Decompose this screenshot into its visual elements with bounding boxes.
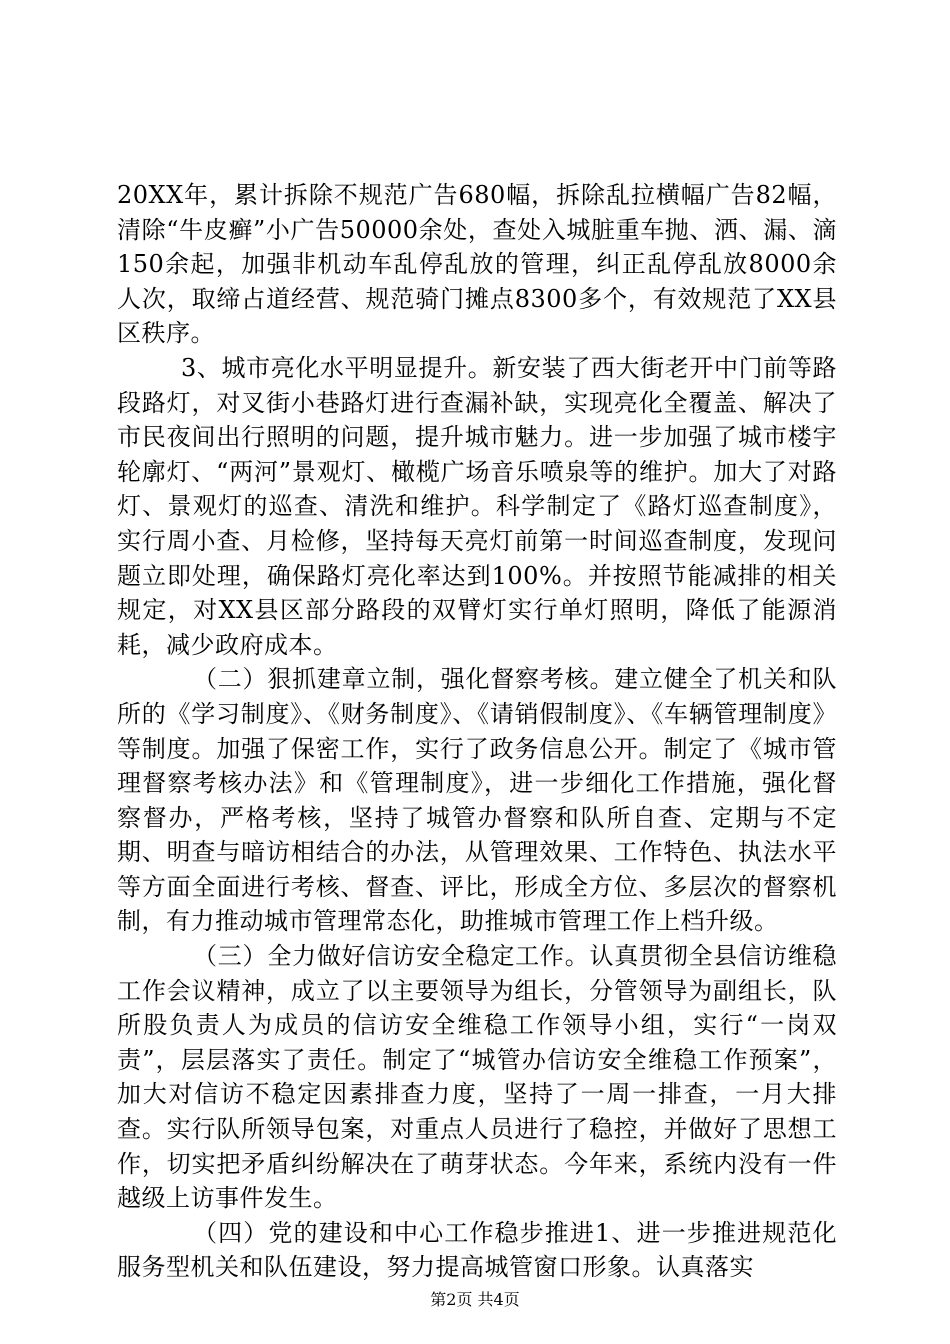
page-footer: 第2页 共4页: [430, 1290, 520, 1309]
paragraph-party-building: （四）党的建设和中心工作稳步推进1、进一步推进规范化服务型机关和队伍建设，努力提高城管窗口形象。认真落实: [117, 1218, 837, 1282]
paragraph-continuation: 20XX年，累计拆除不规范广告680幅，拆除乱拉横幅广告82幅，清除“牛皮癣”小广告50000余处，查处入城脏重车抛、洒、漏、滴150余起，加强非机动车乱停乱放的管理，纠正乱停乱放8000余人次，取缔占道经营、规范骑门摊点8300多个，有效规范了XX县区秩序。: [117, 181, 837, 348]
paragraph-regulations: （二）狠抓建章立制，强化督察考核。建立健全了机关和队所的《学习制度》、《财务制度》、《请销假制度》、《车辆管理制度》等制度。加强了保密工作，实行了政务信息公开。制定了《城市管理督察考核办法》和《管理制度》，进一步细化工作措施，强化督察督办，严格考核，坚持了城管办督察和队所自查、定期与不定期、明查与暗访相结合的办法，从管理效果、工作特色、执法水平等方面全面进行考核、督查、评比，形成全方位、多层次的督察机制，有力推动城市管理常态化，助推城市管理工作上档升级。: [117, 665, 837, 936]
paragraph-lighting: 3、城市亮化水平明显提升。新安装了西大街老开中门前等路段路灯，对叉街小巷路灯进行查漏补缺，实现亮化全覆盖、解决了市民夜间出行照明的问题，提升城市魅力。进一步加强了城市楼宇轮廓灯、“两河”景观灯、橄榄广场音乐喷泉等的维护。加大了对路灯、景观灯的巡查、清洗和维护。科学制定了《路灯巡查制度》，实行周小查、月检修，坚持每天亮灯前第一时间巡查制度，发现问题立即处理，确保路灯亮化率达到100%。并按照节能减排的相关规定，对XX县区部分路段的双臂灯实行单灯照明，降低了能源消耗，减少政府成本。: [117, 353, 837, 659]
document-body: [117, 178, 837, 1285]
paragraph-petition-stability: （三）全力做好信访安全稳定工作。认真贯彻全县信访维稳工作会议精神，成立了以主要领导为组长，分管领导为副组长，队所股负责人为成员的信访安全维稳工作领导小组，实行“一岗双责”，层层落实了责任。制定了“城管办信访安全维稳工作预案”，加大对信访不稳定因素排查力度，坚持了一周一排查，一月大排查。实行队所领导包案，对重点人员进行了稳控，并做好了思想工作，切实把矛盾纠纷解决在了萌芽状态。今年来，系统内没有一件越级上访事件发生。: [117, 942, 837, 1213]
